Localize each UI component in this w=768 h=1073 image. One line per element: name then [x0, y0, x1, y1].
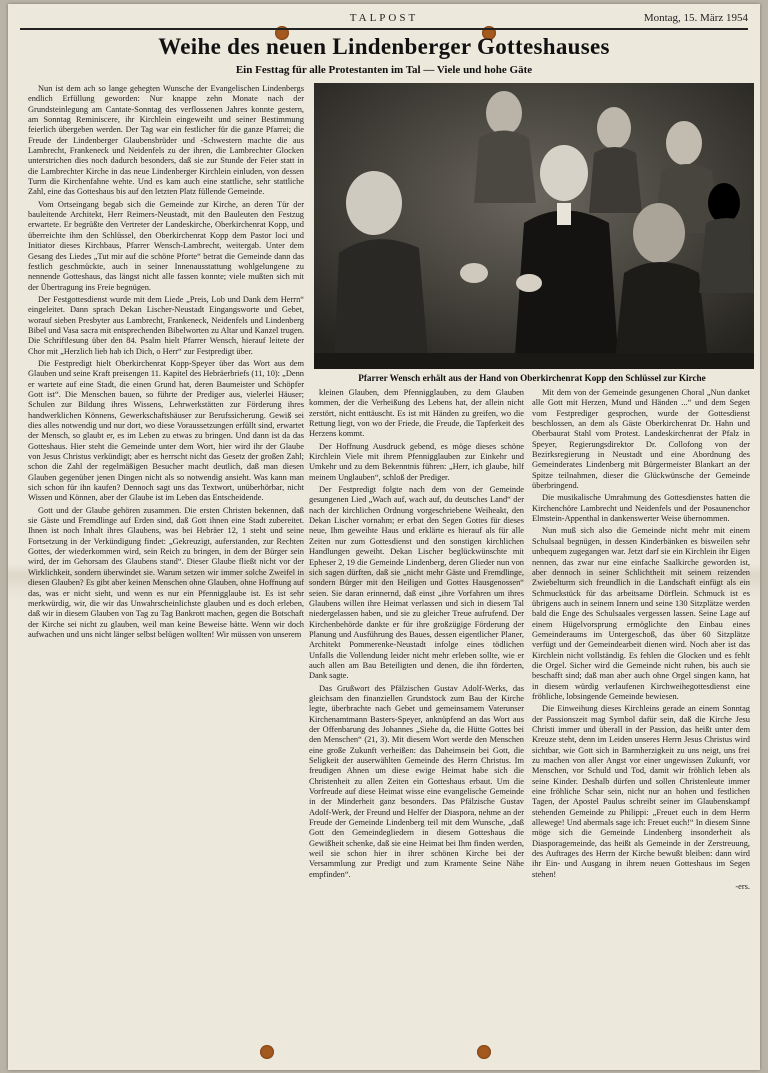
article-column-3 — [532, 388, 750, 1069]
paragraph: Nun muß sich also die Gemeinde nicht mehr mit einem Schulsaal begnügen, in dessen Kinderbänken es bisweilen sehr unbequem zugegangen war. Jetzt darf sie ein Kirchlein ihr Eigen nennen, das zwar nur eine einfache Saalkirche geworden ist, aber dennoch in seiner Schlichtheit mit seinem reizenden Zwiebelturm sich freundlich in die Landschaft einfügt als ein Schmuckstück für das arbeitsame Dörflein. Schmuck ist es übrigens auch in seinem Innern und seine 130 Sitzplätze werden bald die Enge des Schulsaales vergessen lassen. Seine Lage auf einem Hügelvorsprung ermöglichte den Einbau eines Gemeinderaums im Untergeschoß, das über 60 Sitzplätze verfügt und der Gemeindearbeit dienen wird. Noch aber ist das Kirchlein nicht vollständig. Es fehlen die Glocken und es fehlt die Orgel. Sicher wird die Gemeinde nicht ruhen, bis auch sie beschafft sind; daß man aber auch ohne Orgel singen kann, hat in diesem würdig verlaufenen Kirchweihegottesdienst eine fröhliche, lobsingende Gemeinde bewiesen. — [532, 526, 750, 701]
masthead — [20, 10, 748, 30]
paragraph: Vom Ortseingang begab sich die Gemeinde zur Kirche, an deren Tür der bauleitende Architekt, Herr Reimers-Neustadt, mit den Bauleuten den Festzug erwartete. Er begrüßte den Vertreter der Landeskirche, Oberkirchenrat Kopp, und überreichte ihm den Schlüssel, den Oberkirchenrat Kopp dem Pastor loci und Initiator dieses Kirchbaus, Pfarrer Wensch-Lambrecht, weitergab. Unter dem Gesang des Liedes „Tut mir auf die schöne Pforte“ betrat die Gemeinde dann das festlich geschmückte, auch in seiner Innenausstattung wohlgelungene zu nennende Gotteshaus, das längst nicht alle fassen konnte; viele mußten sich mit der Übertragung ins Freie begnügen. — [28, 199, 304, 292]
paragraph: kleinen Glauben, dem Pfennigglauben, zu dem Glauben kommen, der die Verheißung des Lebens hat, der allein nicht zerstört, nicht enttäuscht. Es ist mit Händen zu greifen, wo die Rettung liegt, von wo der Friede, die Freude, die Tapferkeit des Herzens kommt. — [309, 388, 524, 439]
newspaper-clipping — [8, 4, 760, 1070]
photo-image — [314, 83, 754, 369]
paragraph: Die Einweihung dieses Kirchleins gerade an einem Sonntag der Passionszeit mag Symbol dafür sein, daß die Kirche Jesu Christi immer und überall in der Passion, das heißt unter dem Kreuze steht, denn im Leiden unseres Herrn Jesus Christus wird sichtbar, wie Gott sich in Barmherzigkeit zu uns neigt, uns frei zu machen von aller Angst vor einer ungewissen Zukunft, vor Menschen, vor Schuld und Tod, damit wir fröhlich leben als seine Kinder. Deshalb dürfen und sollen Christenleute immer eine fröhliche Schar sein, nicht nur an hohen und festlichen Tagen, der Apostel Paulus schreibt seiner im Glaubenskampf stehenden Gemeinde zu Philippi: „Freuet euch in dem Herrn allewege! Und abermals sage ich: Freuet euch!“ In diesem Sinne möge sich die Gemeinde Lindenberg insonderheit als Diasporagemeinde, das heißt als Gemeinde in der Zerstreuung, des Auftrages des Herrn der Kirche bewußt bleiben: dann wird ihr Ein- und Ausgang in ihrem neuen Gotteshaus im Segen stehen! — [532, 704, 750, 879]
issue-date: Montag, 15. März 1954 — [643, 12, 748, 24]
author-signature: -ers. — [735, 882, 750, 892]
paragraph: Gott und der Glaube gehören zusammen. Die ersten Christen bekennen, daß sie Gäste und Fremdlinge auf Erden sind, daß Gott ihnen eine Stadt zubereitet. Ihnen ist noch Inhalt ihres Glaubens, was bei Hebräer 12, 1 steht und seine Fortsetzung in der Verkündigung findet: „Gekreuzigt, auferstanden, zur Rechten Gottes, der wiederkommen wird, sein Reich zu bringen, in dem der Bürger sein wird, der im Gehorsam des Glaubens stand“. Dieser Glaube fließt nicht vor der Wirklichkeit, sondern überwindet sie. Warum setzen wir immer solche Zweifel in diesen Glauben? Es gibt aber keinen Menschen ohne Glauben, ohne Hoffnung auf das, was er nicht sieht, und wenn es nur ein Pfennigglaube ist. Es ist sehr merkwürdig, wir, die wir das Unwahrscheinlichste glauben und es doch erleben, daß wir in diesem Glauben von Tag zu Tag Bankrott machen, gegen die Botschaft der Kirche sei nicht zu glauben, weil man keine Beweise hätte. Wenn wir doch aufwachen und uns nicht länger selbst belügen wollten! Wir müssen von unserem — [28, 505, 304, 639]
article-column-1 — [28, 84, 304, 1069]
paragraph: Die Festpredigt hielt Oberkirchenrat Kopp-Speyer über das Wort aus dem Glauben und seine Kraft preisengen 11. Kapitel des Hebräerbriefs (11, 10): „Denn er wartete auf eine Stadt, die einen Grund hat, deren Baumeister und Schöpfer Gott ist“. Die Menschen bauen, so führte der Prediger aus, vielerlei Häuser; Schulen zur Bildung ihres Wissens, Lehrwerkstätten zur Förderung ihres handwerklichen Könnens, Gewerkschaftshäuser zur Berufssicherung. Gewiß sei dies alles notwendig und nur dort, wo diese Voraussetzungen erfüllt sind, erwartet der Mensch, so glaubt er, es im Leben zu etwas zu bringen. Und dann ist da das Gotteshaus. Hier steht die Gemeinde unter dem Wort, hier wird ihr der Glaube von Jesus Christus verkündigt; aber es herrscht nicht das Gesetz der großen Zahl; schon die Zahl der regelmäßigen Besucher macht deutlich, daß man diesen Glauben gegenüber jenen Dingen nicht als so notwendig ansieht. Was kann man sich schon für ihn kaufen? Dennoch sagt uns das Textwort, unüberhörbar, nicht Wissen und Können, aber der Glaube ist im Leben das Entscheidende. — [28, 358, 304, 503]
paragraph: Die musikalische Umrahmung des Gottesdienstes hatten die Kirchenchöre Lambrecht und Neidenfels und der Posaunenchor Elmstein-Appenthal in dankenswerter Weise übernommen. — [532, 493, 750, 524]
church-ceremony-photo — [314, 83, 754, 369]
paragraph: Der Hoffnung Ausdruck gebend, es möge dieses schöne Kirchlein Viele mit ihrem Pfennigglauben zur Einkehr und Umkehr und zu dem Bekenntnis führen: „Herr, ich glaube, hilf meinem Unglauben“, schloß der Prediger. — [309, 441, 524, 482]
paragraph: Das Grußwort des Pfälzischen Gustav Adolf-Werks, das gleichsam den finanziellen Grundstock zum Bau der Kirche legte, überbrachte nach Gebet und gemeinsamem Vaterunser Kirchenamtmann Basters-Speyer, anknüpfend an das Wort aus der Offenbarung des Johannes „Siehe da, die Hütte Gottes bei den Menschen“ (21, 3). Mit diesem Wort werde den Menschen eine große Zukunft verheißen: das Daheimsein bei Gott, die Seligkeit der auserwählten Gemeinde des Herrn Christus. Im freudigen Ahnen um diese ewige Heimat habe sich die Christenheit zu allen Zeiten ein Gotteshaus erbaut. Um die Vorfreude auf diese Heimat wisse eine evangelische Gemeinde in der Minderheit ganz besonders. Das Pfälzische Gustav Adolf-Werk, der Freund und Helfer der Diaspora, nehme an der Freude der Gemeinde Lindenberg teil mit dem Wunsche, „daß Gott den Gemeindegliedern in diesem Gotteshaus die Gewißheit schenke, daß sie eine Heimat bei Ihm finden werden, weil sie schon hier in ihrer schönen Kirche bei der Versammlung zur Predigt und zum Kramente Seine Nähe empfinden“. — [309, 683, 524, 879]
article-column-2 — [309, 388, 524, 1069]
photo-caption: Pfarrer Wensch erhält aus der Hand von Oberkirchenrat Kopp den Schlüssel zur Kirche — [358, 373, 706, 383]
headline: Weihe des neuen Lindenberger Gotteshauses — [158, 34, 610, 59]
paragraph: Mit dem von der Gemeinde gesungenen Choral „Nun danket alle Gott mit Herzen, Mund und Händen ...“ und dem Segen vom Festprediger gesprochen, wurde der Gottesdienst beschlossen, an dem als Gäste Oberkirchenrat Dr. Hahn und Oberbaurat Stahl vom Protest. Landeskirchenrat der Pfalz in Speyer, Regierungsdirektor Dr. Collofong von der Bezirksregierung in Neustadt und eine Abordnung des Gemeinderates Lindenberg mit Bürgermeister Blankart an der Spitze teilnahmen, dieser die Glückwünsche der Gemeinde überbringend. — [532, 388, 750, 491]
paragraph: Der Festpredigt folgte nach dem von der Gemeinde gesungenen Lied „Wach auf, wach auf, du deutsches Land“ der nach der kirchlichen Ordnung vorgeschriebene Weiheakt, den Dekan Lischer vornahm; er erbat den Segen Gottes für dieses neue, Ihm geweihte Haus und erklärte es hierauf als für alle Zeiten nur zum Gottesdienst und den sonstigen kirchlichen Handlungen geweiht. Dekan Lischer beglückwünschte mit Epheser 2, 19 die Gemeinde Lindenberg, deren Glieder nun von sich sagen dürften, daß sie „nicht mehr Gäste und Fremdlinge, sondern Bürger mit den Heiligen und Gottes Hausgenossen“ seien. Sie daran erinnernd, daß einst „ihre Vorfahren um ihres Glaubens willen ihre Heimat verlassen und sich in diesem Tal niedergelassen haben, und sie zu gleicher Treue aufrufend. Der Kirchenbehörde dankte er für ihre großzügige Förderung der Planung und Ausführung des Baues, dessen eigentlicher Planer, Architekt Pommerenke-Neustadt infolge eines tödlichen Unfalls die Vollendung leider nicht mehr erleben sollte, wie er auch allen am Bau Beteiligten und denen, die ihn förderten, Dank sagte. — [309, 485, 524, 681]
paragraph: Nun ist dem ach so lange gehegten Wunsche der Evangelischen Lindenbergs endlich Erfüllung geworden: Nur knappe zehn Monate nach der Grundsteinlegung am Cantate-Sonntag des verflossenen Jahres konnte gestern, am Sonntag Reminiscere, ihr Kirchlein eingeweiht und seiner Bestimmung feierlich übergeben werden. Der Tag war ein festlicher für die ganze Pfarrei; die Freude der Lindenberger Glaubensbrüder und -Schwestern machte die aus Lambrecht, Frankeneck und Neidenfels zu der ihren, die Lambrechter Glocken unterstrichen dies noch dadurch besonders, daß sie zur Stunde der Feier statt in die Lambrechter Kirche in das neue Lindenberger Kirchlein einluden, von dessen Turm die Kirchenfahne wehte. Und es kam auch eine stattliche, sehr stattliche Zahl, eine das Gotteshaus bis auf den letzten Platz füllende Gemeinde. — [28, 84, 304, 197]
newspaper-name: TALPOST — [349, 12, 419, 24]
paragraph: Der Festgottesdienst wurde mit dem Liede „Preis, Lob und Dank dem Herrn“ eingeleitet. Dann sprach Dekan Lischer-Neustadt Eingangsworte und Gebet, worauf sieben Presbyter aus Lambrecht, Frankeneck, Neidenfels und Lindenberg Bibel und Vasa sacra mit entsprechenden Bibelworten zu Altar und Kanzel trugen. Die Schriftlesung über den 84. Psalm hielt Pfarrer Wensch, hierauf leitete der Chor mit „Herzlich lieb hab ich Dich, o Herr“ zur Festpredigt über. — [28, 294, 304, 356]
subheadline: Ein Festtag für alle Protestanten im Tal — Viele und hohe Gäte — [235, 64, 533, 76]
